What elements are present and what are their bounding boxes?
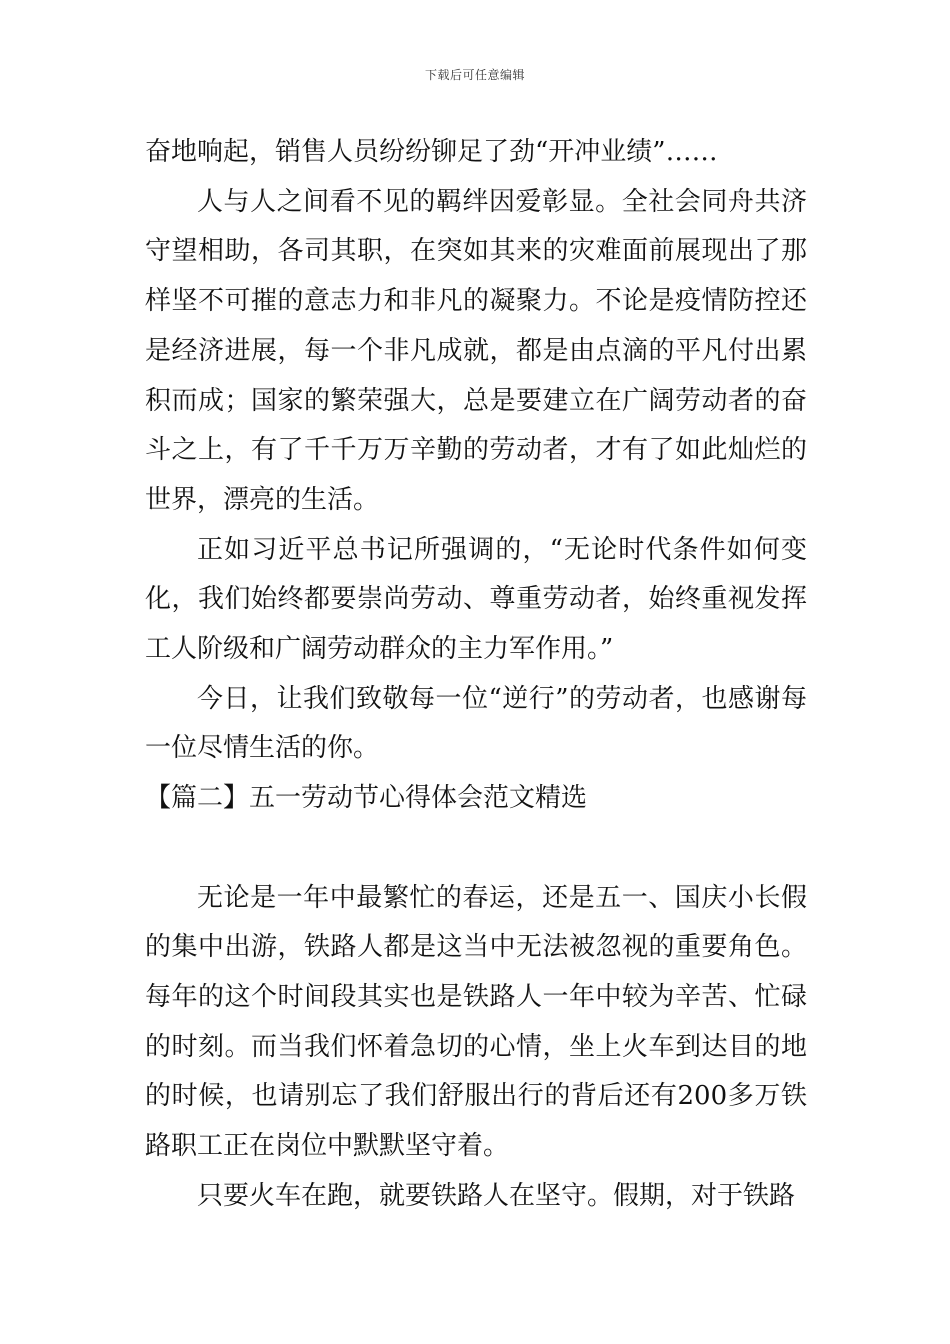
paragraph: 今日，让我们致敬每一位“逆行”的劳动者，也感谢每一位尽情生活的你。 [145,683,807,764]
paragraph-quote: 正如习近平总书记所强调的，“无论时代条件如何变化，我们始终都要崇尚劳动、尊重劳动者，始终重视发挥工人阶级和广阔劳动群众的主力军作用。” [145,534,807,665]
section-heading: 【篇二】五一劳动节心得体会范文精选 [145,783,588,814]
blank-line [145,824,807,874]
document-body [145,128,807,1221]
page-header: 下载后可任意编辑 [424,68,525,82]
paragraph: 无论是一年中最繁忙的春运，还是五一、国庆小长假的集中出游，铁路人都是这当中无法被忽视的重要角色。每年的这个时间段其实也是铁路人一年中较为辛苦、忙碌的时刻。而当我们怀着急切的心情，坐上火车到达目的地的时候，也请别忘了我们舒服出行的背后还有200多万铁路职工正在岗位中默默坚守着。 [145,882,807,1162]
paragraph: 人与人之间看不见的羁绊因爱彰显。全社会同舟共济守望相助，各司其职，在突如其来的灾难面前展现出了那样坚不可摧的意志力和非凡的凝聚力。不论是疫情防控还是经济进展，每一个非凡成就，都是由点滴的平凡付出累积而成；国家的繁荣强大，总是要建立在广阔劳动者的奋斗之上，有了千千万万辛勤的劳动者，才有了如此灿烂的世界，漂亮的生活。 [145,186,807,515]
paragraph-continuation: 奋地响起，销售人员纷纷铆足了劲“开冲业绩”…… [145,137,718,167]
paragraph: 只要火车在跑，就要铁路人在坚守。假期，对于铁路 [197,1180,796,1211]
